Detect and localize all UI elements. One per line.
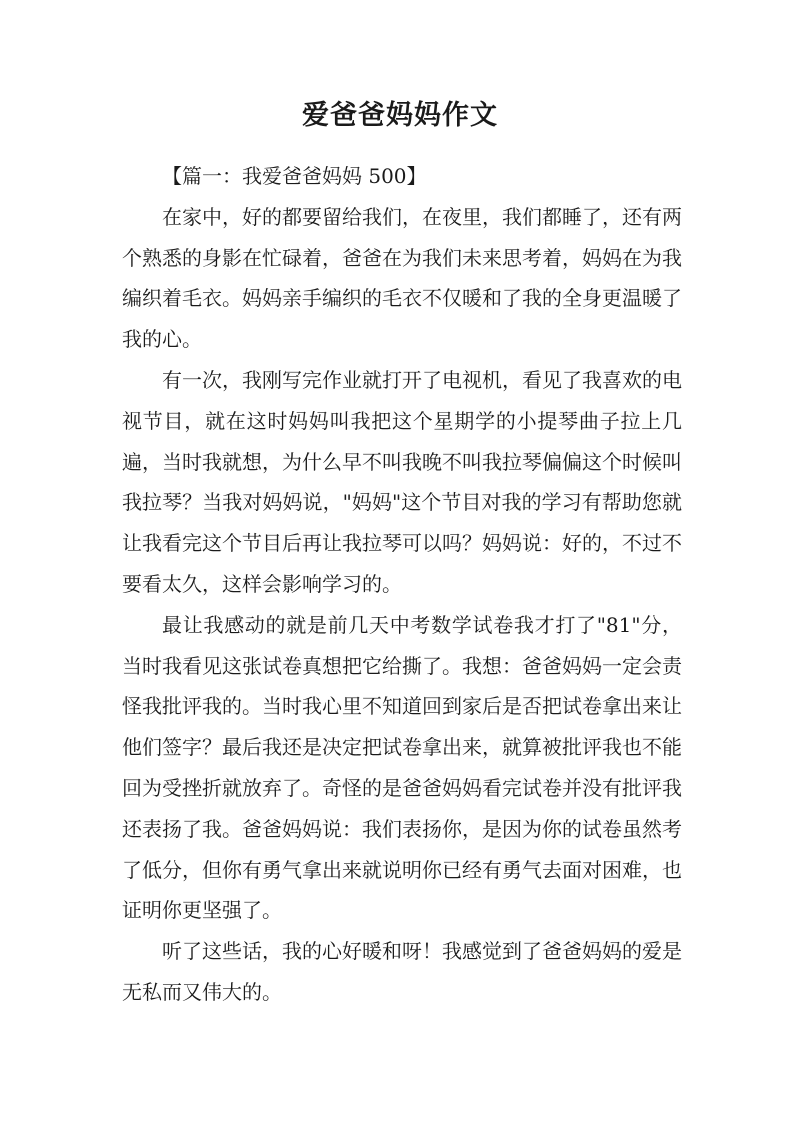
paragraph-2: 有一次，我刚写完作业就打开了电视机，看见了我喜欢的电视节目，就在这时妈妈叫我把这个星期学的小提琴曲子拉上几遍，当时我就想，为什么早不叫我晚不叫我拉琴偏偏这个时候叫我拉琴？当我对妈妈说，"妈妈"这个节目对我的学习有帮助您就让我看完这个节目后再让我拉琴可以吗？妈妈说：好的，不过不要看太久，这样会影响学习的。	[122, 367, 682, 596]
section-heading: 【篇一：我爱爸爸妈妈 500】	[162, 164, 427, 188]
document-body	[122, 156, 682, 1013]
paragraph-4: 听了这些话，我的心好暖和呀！我感觉到了爸爸妈妈的爱是无私而又伟大的。	[122, 939, 682, 1004]
document-title: 爱爸爸妈妈作文	[302, 100, 498, 131]
paragraph-3: 最让我感动的就是前几天中考数学试卷我才打了"81"分，当时我看见这张试卷真想把它给撕了。我想：爸爸妈妈一定会责怪我批评我的。当时我心里不知道回到家后是否把试卷拿出来让他们签字？最后我还是决定把试卷拿出来，就算被批评我也不能回为受挫折就放弃了。奇怪的是爸爸妈妈看完试卷并没有批评我还表扬了我。爸爸妈妈说：我们表扬你，是因为你的试卷虽然考了低分，但你有勇气拿出来就说明你已经有勇气去面对困难，也证明你更坚强了。	[122, 612, 682, 923]
paragraph-1: 在家中，好的都要留给我们，在夜里，我们都睡了，还有两个熟悉的身影在忙碌着，爸爸在为我们未来思考着，妈妈在为我编织着毛衣。妈妈亲手编织的毛衣不仅暖和了我的全身更温暖了我的心。	[122, 204, 682, 352]
